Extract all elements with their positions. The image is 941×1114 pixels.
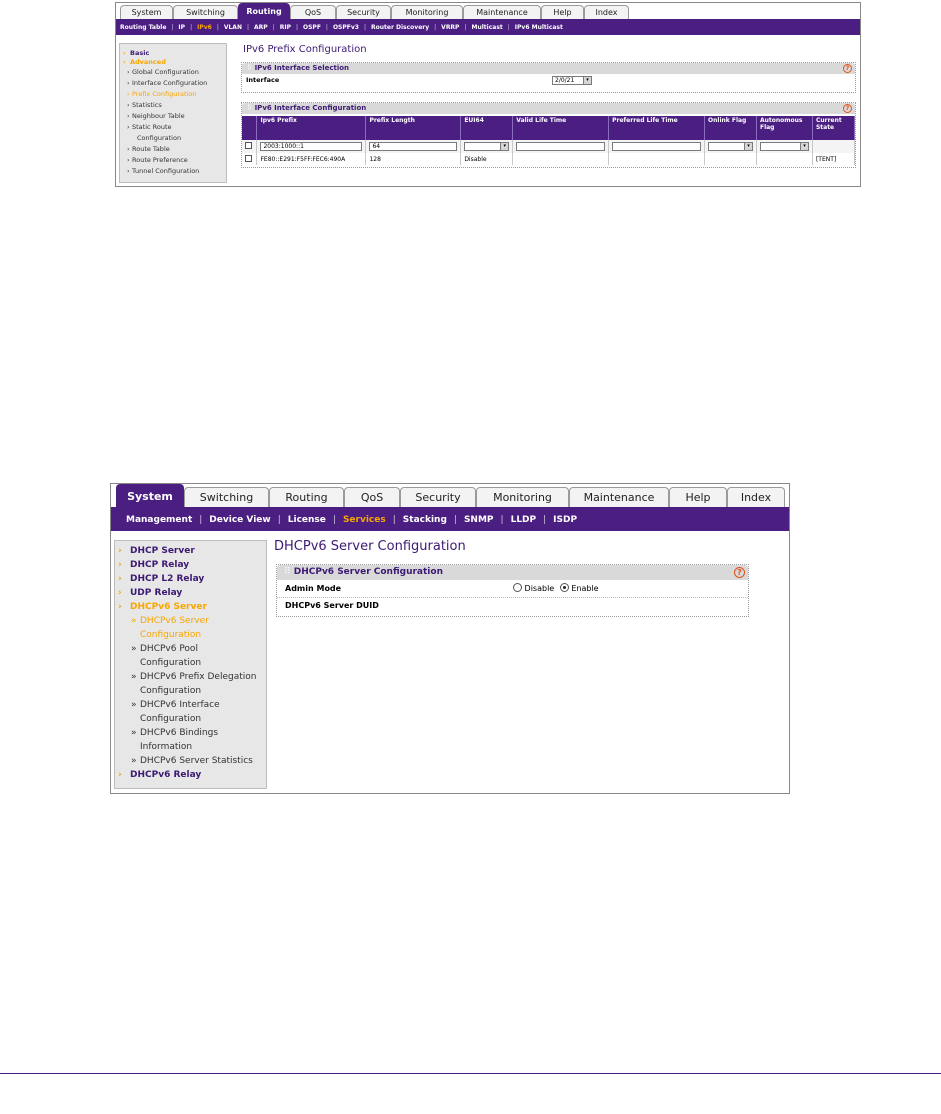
tab-index[interactable]: Index: [584, 5, 629, 19]
sidebar-sub-dhcpv6-interface-configuration[interactable]: » DHCPv6 Interface Configuration: [131, 700, 220, 724]
prefix-table: [242, 116, 855, 165]
sidebar-sub-interface-configuration[interactable]: › Interface Configuration: [127, 79, 208, 87]
tab-maintenance[interactable]: Maintenance: [463, 5, 541, 19]
prefix-length-input[interactable]: 64: [369, 142, 457, 151]
help-icon[interactable]: ?: [843, 104, 852, 113]
tab-qos[interactable]: QoS: [290, 5, 336, 19]
interface-select[interactable]: 2/0/21 ▾: [552, 76, 592, 85]
sidebar-sub-tunnel-configuration[interactable]: › Tunnel Configuration: [127, 167, 200, 175]
subnav-routing-table[interactable]: Routing Table: [120, 24, 167, 31]
admin-mode-label: Admin Mode: [285, 584, 342, 593]
col-onlink-flag: Onlink Flag: [705, 116, 757, 140]
sidebar-sub-static-route-configuration[interactable]: Configuration: [137, 134, 182, 142]
autonomous-flag-select[interactable]: [760, 142, 809, 151]
onlink-flag-select[interactable]: [708, 142, 753, 151]
tab-monitoring[interactable]: Monitoring: [391, 5, 463, 19]
subnav-vrrp[interactable]: VRRP: [441, 24, 460, 31]
col-autonomous-flag: Autonomous Flag: [756, 116, 812, 140]
admin-mode-row: [277, 580, 748, 598]
sidebar: [114, 540, 267, 789]
sub-navigation: Management | Device View | License | Services | Stacking | SNMP | LLDP | ISDP: [111, 509, 789, 531]
onlink-select-cell: [705, 140, 757, 153]
tab-system[interactable]: System: [116, 484, 184, 507]
help-icon[interactable]: ?: [734, 567, 745, 578]
preferred-life-time-input[interactable]: [612, 142, 701, 151]
preferred-cell: [609, 153, 705, 165]
eui64-select[interactable]: [464, 142, 509, 151]
subnav-isdp[interactable]: ISDP: [553, 515, 578, 525]
row-checkbox-cell: [242, 140, 257, 153]
sidebar-item-basic[interactable]: › Basic: [123, 49, 150, 57]
select-all-col: [242, 116, 257, 140]
subnav-ipv6-multicast[interactable]: IPv6 Multicast: [514, 24, 563, 31]
sidebar-sub-static-route[interactable]: › Static Route: [127, 123, 172, 131]
row-checkbox-cell: [242, 153, 257, 165]
tab-security[interactable]: Security: [336, 5, 391, 19]
subnav-management[interactable]: Management: [126, 515, 193, 525]
state-cell: [TENT]: [812, 153, 854, 165]
tab-help[interactable]: Help: [669, 487, 727, 507]
tab-switching[interactable]: Switching: [173, 5, 238, 19]
onlink-cell: [705, 153, 757, 165]
table-row: [242, 153, 855, 165]
disable-radio[interactable]: [513, 583, 522, 592]
drag-grip-icon: ⠿: [247, 104, 253, 112]
tab-monitoring[interactable]: Monitoring: [476, 487, 569, 507]
subnav-services[interactable]: Services: [342, 515, 386, 525]
row-checkbox[interactable]: [245, 155, 252, 162]
duid-row: [277, 598, 748, 614]
col-current-state: Current State: [812, 116, 854, 140]
sidebar-item-dhcp-relay[interactable]: › DHCP Relay: [118, 560, 190, 570]
interface-configuration-panel: [241, 102, 856, 168]
prefix-cell: FE80::E291:F5FF:FEC6:490A: [257, 153, 366, 165]
page-title: IPv6 Prefix Configuration: [243, 44, 367, 55]
eui64-cell: Disable: [461, 153, 513, 165]
autonomous-cell: [756, 153, 812, 165]
subnav-vlan[interactable]: VLAN: [223, 24, 242, 31]
col-prefix-length: Prefix Length: [366, 116, 461, 140]
col-preferred-life-time: Preferred Life Time: [609, 116, 705, 140]
dropdown-arrow-icon: ▾: [800, 143, 808, 150]
tab-security[interactable]: Security: [400, 487, 476, 507]
length-cell: 128: [366, 153, 461, 165]
tab-qos[interactable]: QoS: [344, 487, 400, 507]
page-footer-rule: [0, 1073, 941, 1074]
table-input-row: [242, 140, 855, 153]
disable-label: Disable: [524, 584, 555, 593]
sidebar-item-udp-relay[interactable]: › UDP Relay: [118, 588, 183, 598]
subnav-device-view[interactable]: Device View: [209, 515, 271, 525]
sidebar-sub-dhcpv6-bindings-information[interactable]: » DHCPv6 Bindings Information: [131, 728, 219, 752]
top-tabs: [111, 484, 789, 509]
sidebar: [119, 43, 227, 183]
subnav-ospf[interactable]: OSPF: [303, 24, 321, 31]
sidebar-item-dhcpv6-relay[interactable]: › DHCPv6 Relay: [118, 770, 202, 780]
screenshot-dhcpv6-server: [110, 483, 790, 794]
autonomous-select-cell: [756, 140, 812, 153]
interface-configuration-header: ⠿ IPv6 Interface Configuration ?: [242, 103, 855, 114]
sidebar-item-advanced[interactable]: › Advanced: [123, 58, 166, 66]
subnav-ospfv3[interactable]: OSPFv3: [332, 24, 359, 31]
tab-index[interactable]: Index: [727, 487, 785, 507]
subnav-router-discovery[interactable]: Router Discovery: [371, 24, 430, 31]
interface-label: Interface: [246, 76, 280, 84]
subnav-snmp[interactable]: SNMP: [463, 515, 494, 525]
select-all-checkbox[interactable]: [245, 142, 252, 149]
admin-mode-radio-group: [513, 580, 599, 598]
panel-header: ⠿ DHCPv6 Server Configuration ?: [277, 565, 748, 580]
col-ipv6-prefix: Ipv6 Prefix: [257, 116, 366, 140]
sidebar-sub-statistics[interactable]: › Statistics: [127, 101, 162, 109]
drag-grip-icon: ⠿: [247, 64, 253, 72]
enable-radio[interactable]: [560, 583, 569, 592]
tab-system[interactable]: System: [120, 5, 173, 19]
valid-life-time-input[interactable]: [516, 142, 605, 151]
tab-switching[interactable]: Switching: [184, 487, 269, 507]
sidebar-item-dhcp-server[interactable]: › DHCP Server: [118, 546, 195, 556]
help-icon[interactable]: ?: [843, 64, 852, 73]
dropdown-arrow-icon: ▾: [583, 77, 591, 84]
subnav-stacking[interactable]: Stacking: [402, 515, 447, 525]
sidebar-item-dhcp-l2-relay[interactable]: › DHCP L2 Relay: [118, 574, 205, 584]
ipv6-prefix-input[interactable]: 2003:1000::1: [260, 142, 362, 151]
sidebar-sub-dhcpv6-prefix-delegation[interactable]: » DHCPv6 Prefix Delegation Configuration: [131, 672, 257, 696]
tab-maintenance[interactable]: Maintenance: [569, 487, 669, 507]
subnav-rip[interactable]: RIP: [279, 24, 291, 31]
prefix-input-cell: [257, 140, 366, 153]
length-input-cell: [366, 140, 461, 153]
col-valid-life-time: Valid Life Time: [513, 116, 609, 140]
sidebar-sub-neighbour-table[interactable]: › Neighbour Table: [127, 112, 185, 120]
subnav-license[interactable]: License: [287, 515, 326, 525]
sidebar-sub-dhcpv6-pool-configuration[interactable]: » DHCPv6 Pool Configuration: [131, 644, 202, 668]
sidebar-sub-dhcpv6-server-configuration[interactable]: » DHCPv6 Server Configuration: [131, 616, 209, 640]
state-empty-cell: [812, 140, 854, 153]
tab-routing[interactable]: Routing: [238, 3, 290, 19]
tab-help[interactable]: Help: [541, 5, 584, 19]
dropdown-arrow-icon: ▾: [744, 143, 752, 150]
subnav-lldp[interactable]: LLDP: [510, 515, 537, 525]
subnav-ipv6[interactable]: IPv6: [197, 24, 212, 31]
subnav-arp[interactable]: ARP: [254, 24, 268, 31]
interface-row: [242, 74, 855, 87]
tab-routing[interactable]: Routing: [269, 487, 344, 507]
sidebar-sub-global-configuration[interactable]: › Global Configuration: [127, 68, 199, 76]
sidebar-sub-route-table[interactable]: › Route Table: [127, 145, 170, 153]
table-header-row: [242, 116, 855, 140]
sidebar-sub-route-preference[interactable]: › Route Preference: [127, 156, 188, 164]
valid-cell: [513, 153, 609, 165]
sidebar-item-dhcpv6-server[interactable]: › DHCPv6 Server: [118, 602, 207, 612]
eui64-select-cell: [461, 140, 513, 153]
valid-input-cell: [513, 140, 609, 153]
subnav-multicast[interactable]: Multicast: [471, 24, 503, 31]
drag-grip-icon: ⠿: [284, 567, 291, 577]
dhcpv6-server-config-panel: [276, 564, 749, 617]
interface-selection-panel: [241, 62, 856, 93]
screenshot-ipv6-prefix: [115, 2, 861, 187]
sidebar-sub-prefix-configuration[interactable]: › Prefix Configuration: [127, 90, 197, 98]
subnav-ip[interactable]: IP: [178, 24, 186, 31]
col-eui64: EUI64: [461, 116, 513, 140]
interface-selection-header: ⠿ IPv6 Interface Selection ?: [242, 63, 855, 74]
page-title: DHCPv6 Server Configuration: [274, 539, 466, 554]
enable-label: Enable: [571, 584, 599, 593]
duid-label: DHCPv6 Server DUID: [285, 601, 379, 610]
dropdown-arrow-icon: ▾: [500, 143, 508, 150]
preferred-input-cell: [609, 140, 705, 153]
top-tabs: [116, 3, 860, 21]
sidebar-sub-dhcpv6-server-statistics[interactable]: » DHCPv6 Server Statistics: [131, 756, 253, 766]
sub-navigation: Routing Table | IP | IPv6 | VLAN | ARP | RIP | OSPF | OSPFv3 | Router Discovery | VRRP | Multicast | IPv6 Multicast: [116, 21, 860, 35]
